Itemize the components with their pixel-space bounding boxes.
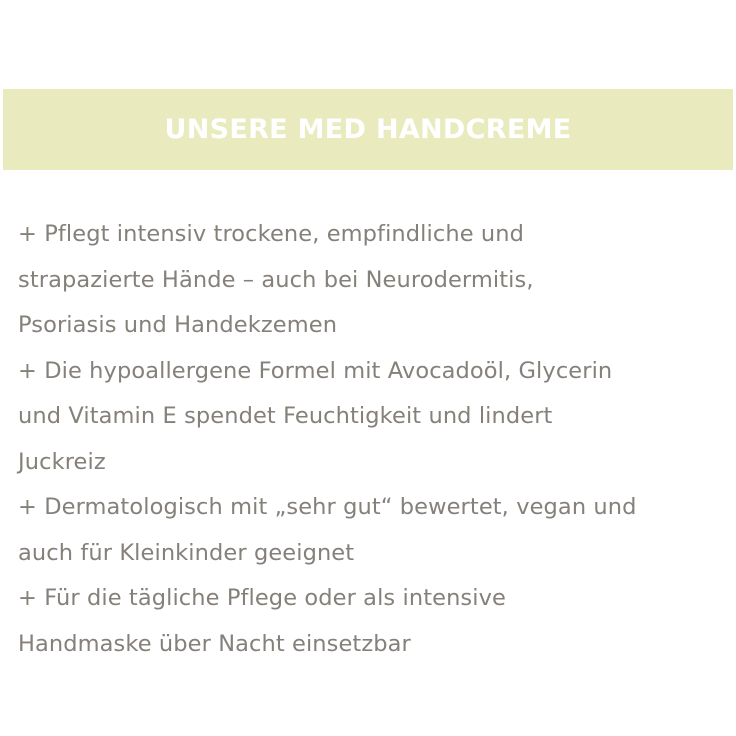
benefit-line: Psoriasis und Handekzemen xyxy=(18,312,338,338)
benefit-line: auch für Kleinkinder geeignet xyxy=(18,539,355,566)
banner-title: UNSERE MED HANDCREME xyxy=(164,114,572,145)
benefit-line: + Pflegt intensiv trockene, empfindliche und xyxy=(18,221,525,247)
title-banner xyxy=(3,89,733,170)
benefit-line: + Dermatologisch mit „sehr gut“ bewertet, vegan und xyxy=(18,494,637,520)
benefit-line: Juckreiz xyxy=(18,448,106,475)
benefit-line: + Die hypoallergene Formel mit Avocadoöl, Glycerin xyxy=(18,357,613,384)
benefits-text xyxy=(18,212,723,667)
benefit-line: + Für die tägliche Pflege oder als intensive xyxy=(18,585,506,611)
benefit-line: strapazierte Hände – auch bei Neurodermitis, xyxy=(18,266,534,293)
benefit-line: Handmaske über Nacht einsetzbar xyxy=(18,630,411,657)
benefit-line: und Vitamin E spendet Feuchtigkeit und lindert xyxy=(18,403,553,429)
